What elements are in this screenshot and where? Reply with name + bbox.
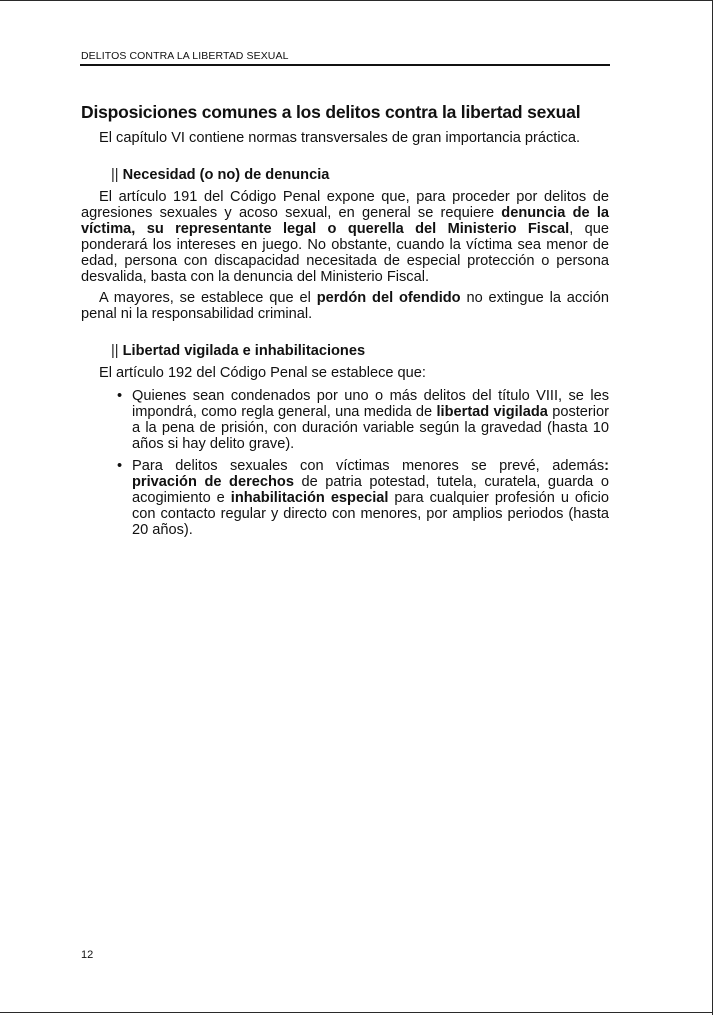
header-rule	[80, 64, 610, 66]
subsection-marker: ||	[111, 167, 119, 183]
text-run: A mayores, se establece que el	[99, 290, 317, 306]
page-border-top	[0, 0, 713, 1]
text-run: Para delitos sexuales con víctimas menores se prevé, además	[132, 458, 605, 474]
subsection-marker: ||	[111, 343, 119, 359]
subsection-heading-libertad-vigilada	[111, 342, 609, 360]
text-run: no extingue la acción penal ni la responsabilidad criminal.	[81, 290, 609, 322]
paragraph-articulo-192: El artículo 192 del Código Penal se establece que:	[99, 365, 426, 381]
page-border-bottom	[0, 1012, 713, 1013]
bullet-icon: •	[117, 388, 123, 404]
bold-run: libertad vigilada	[436, 404, 548, 420]
subsection-title: Necesidad (o no) de denuncia	[122, 167, 330, 183]
list-item	[117, 458, 609, 538]
subsection-title: Libertad vigilada e inhabilitaciones	[122, 343, 366, 359]
section-title: Disposiciones comunes a los delitos contra la libertad sexual	[81, 102, 581, 122]
page-content	[81, 101, 609, 544]
text-run: , que ponderará los intereses en juego. No obstante, cuando la víctima sea menor de edad, persona con discapacidad necesitada de especial protección o persona desvalida, basta con la denuncia del Ministerio Fiscal.	[81, 221, 609, 285]
subsection-heading-denuncia	[111, 166, 609, 184]
text-run: de patria potestad, tutela, curatela, guarda o acogimiento e	[132, 474, 609, 506]
bold-run: inhabilitación especial	[230, 490, 389, 506]
list-item	[117, 388, 609, 452]
text-run: posterior a la pena de prisión, con duración variable según la gravedad (hasta 10 años si hay delito grave).	[132, 404, 609, 452]
paragraph-perdon	[81, 290, 609, 322]
text-run: Quienes sean condenados por uno o más delitos del título VIII, se les impondrá, como regla general, una medida de	[132, 388, 609, 420]
bold-run: : privación de derechos	[132, 458, 609, 490]
bold-run: perdón del ofendido	[316, 290, 461, 306]
paragraph-articulo-191	[81, 189, 609, 285]
bullet-icon: •	[117, 458, 123, 474]
text-run: El artículo 191 del Código Penal expone que, para proceder por delitos de agresiones sexuales y acoso sexual, en general se requiere	[81, 189, 609, 221]
section-intro: El capítulo VI contiene normas transversales de gran importancia práctica.	[99, 130, 581, 146]
bold-run: denuncia de la víctima, su representante legal o querella del Ministerio Fiscal	[81, 205, 609, 237]
bullet-list	[81, 388, 609, 538]
page-number: 12	[81, 949, 94, 961]
running-header: DELITOS CONTRA LA LIBERTAD SEXUAL	[81, 50, 289, 62]
text-run: para cualquier profesión u oficio con contacto regular y directo con menores, por amplios periodos (hasta 20 años).	[132, 490, 610, 538]
